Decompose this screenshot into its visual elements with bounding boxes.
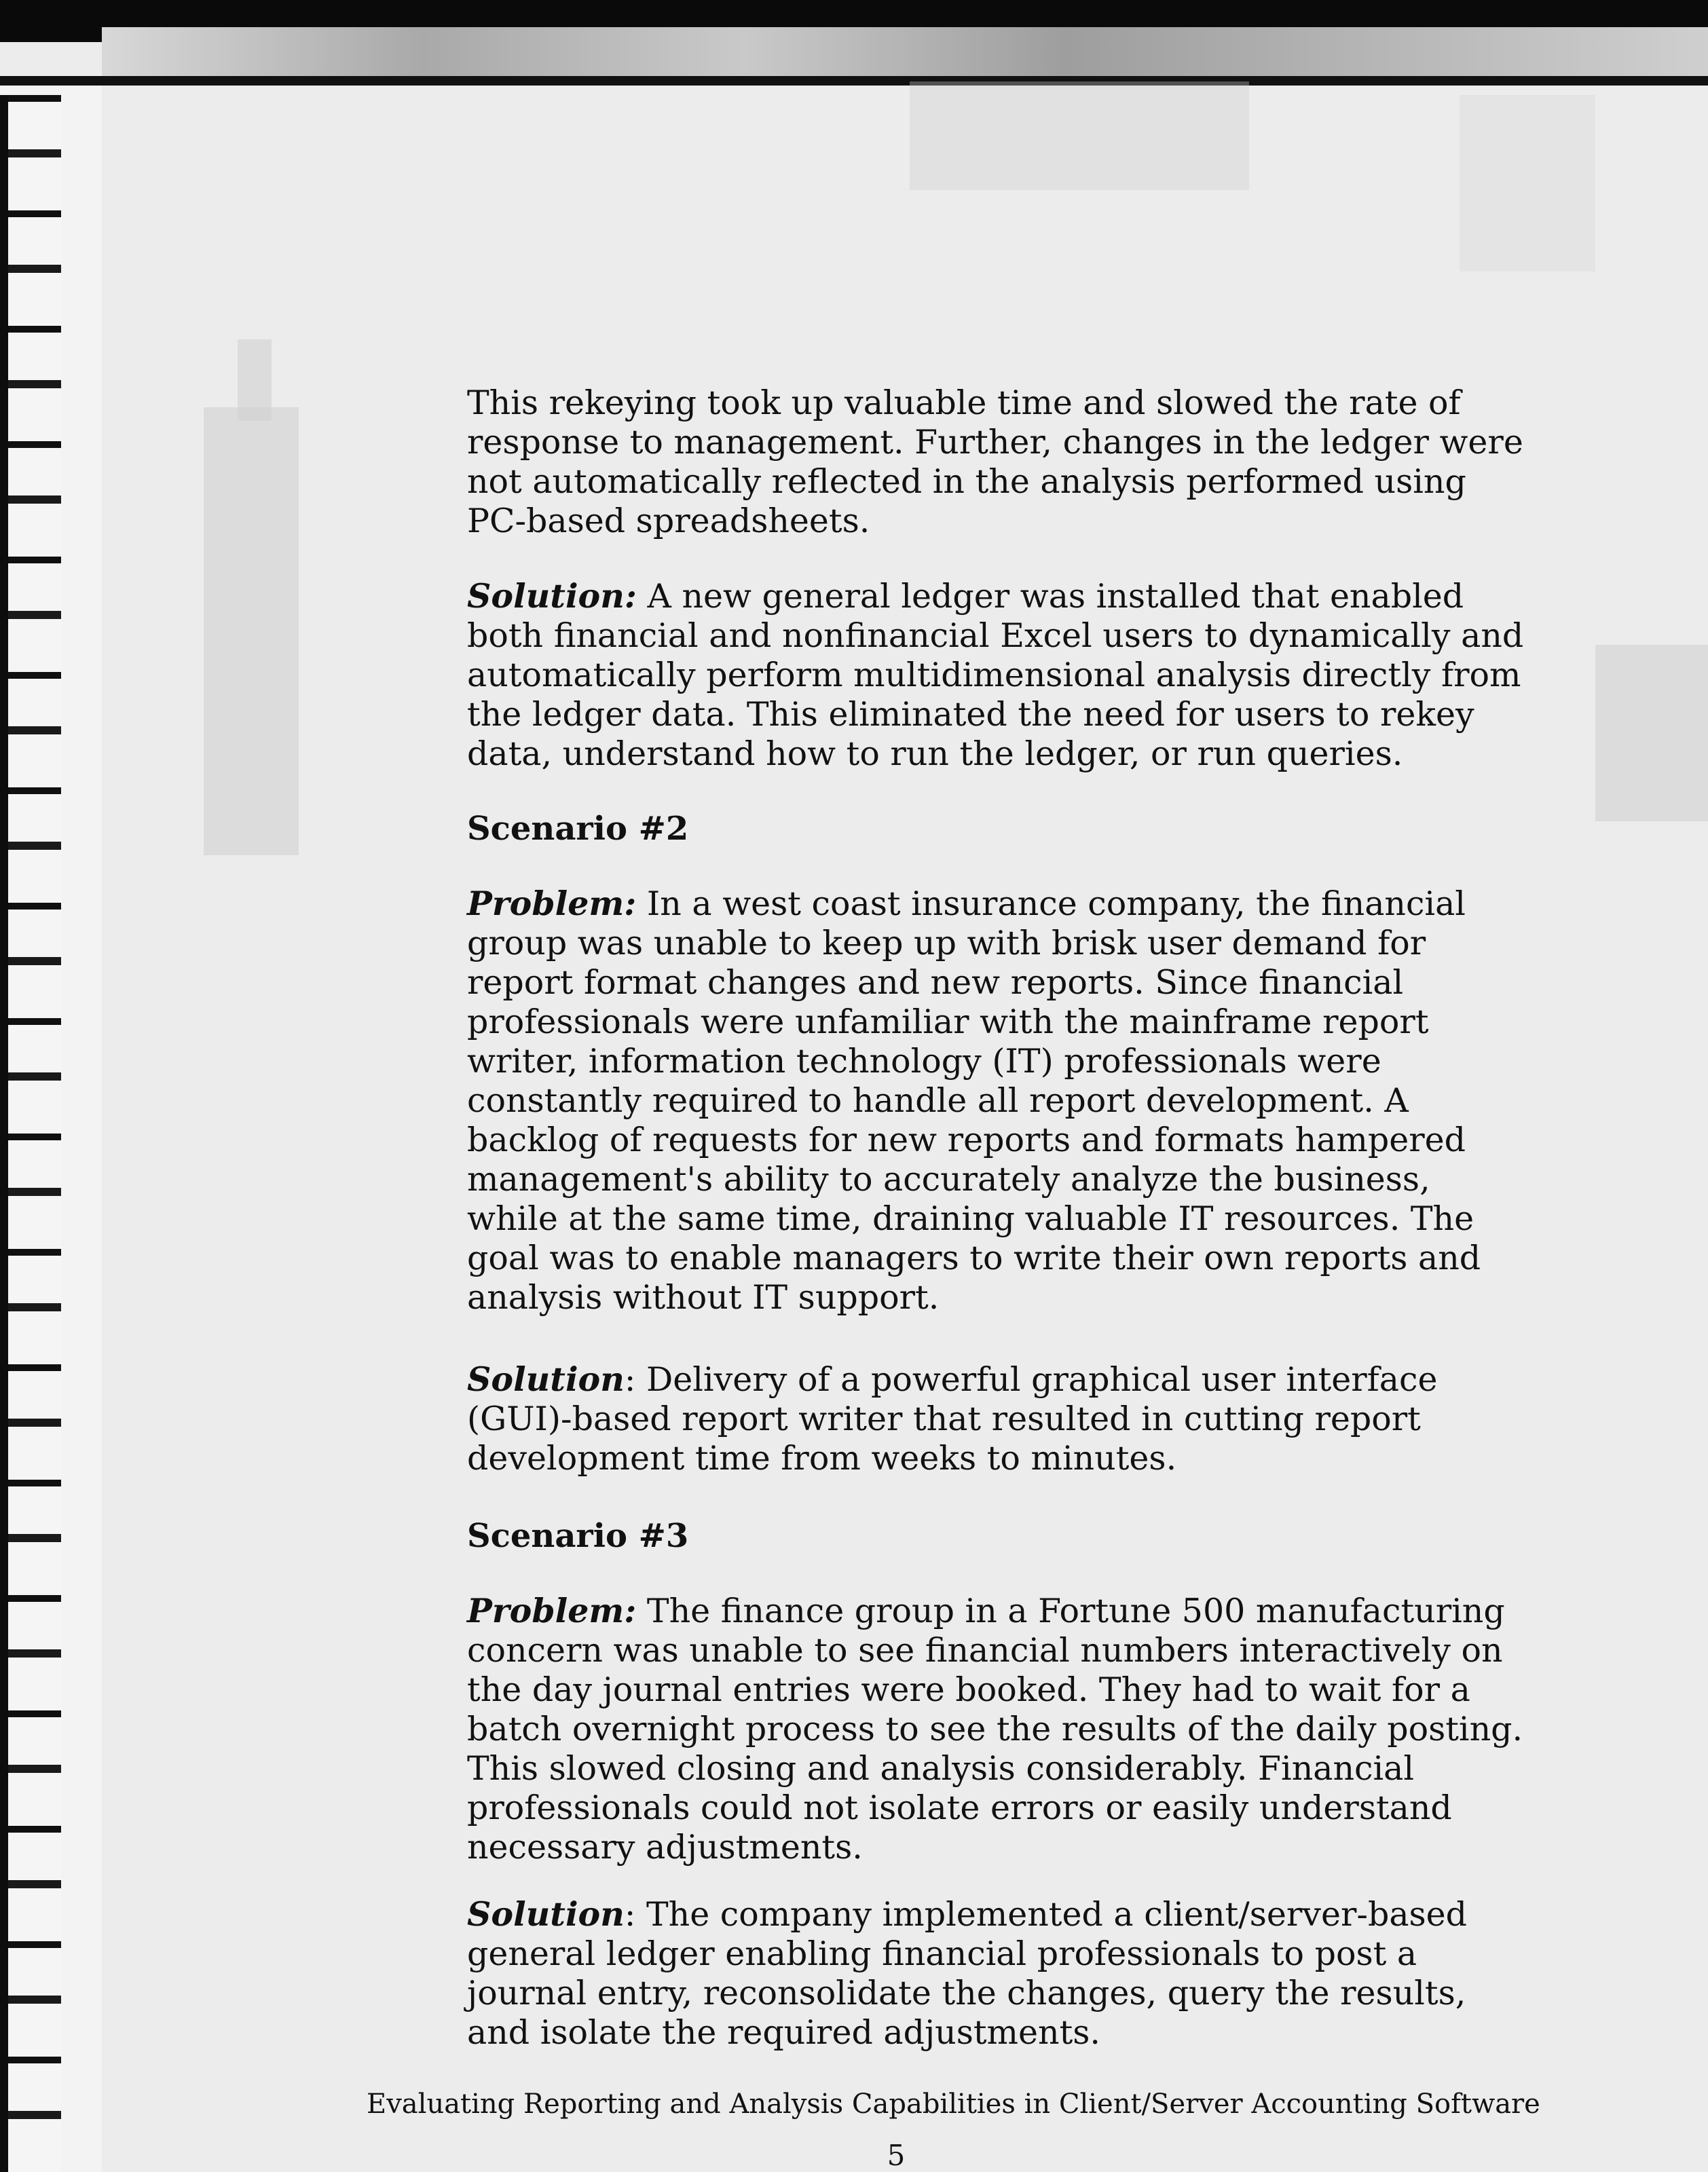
bleed-through-block bbox=[910, 81, 1249, 190]
scenario-2-problem bbox=[467, 884, 1526, 1317]
scan-gradient-band bbox=[102, 27, 1708, 76]
scenario-3-solution bbox=[467, 1894, 1526, 2053]
scan-rule-line bbox=[0, 76, 1708, 86]
solution-label: Solution: bbox=[467, 576, 637, 616]
solution-label: Solution bbox=[467, 1894, 625, 1934]
intro-paragraph: This rekeying took up valuable time and slowed the rate of response to management. Further, changes in the ledger were not automatically reflected in the analysis performed using PC-based spreadsheets. bbox=[467, 383, 1523, 540]
solution-text: : Delivery of a powerful graphical user interface (GUI)-based report writer that resulted in cutting report development time from weeks to minutes. bbox=[467, 1360, 1438, 1478]
page-number: 5 bbox=[887, 2139, 906, 2172]
scenario-3-heading: Scenario #3 bbox=[467, 1517, 689, 1555]
scenario-1-solution bbox=[467, 576, 1526, 774]
binding-spine bbox=[0, 95, 8, 2172]
page-body bbox=[467, 383, 1526, 2053]
spiral-binding bbox=[0, 95, 61, 2172]
scenario-2-heading: Scenario #2 bbox=[467, 810, 689, 848]
problem-label: Problem: bbox=[467, 884, 637, 923]
problem-label: Problem: bbox=[467, 1591, 637, 1630]
bleed-through-block bbox=[1460, 95, 1595, 272]
solution-text: : The company implemented a client/server-based general ledger enabling financial professionals to post a journal entry, reconsolidate the changes, query the results, and isolate the required adjustments. bbox=[467, 1895, 1468, 2052]
page-footer-title: Evaluating Reporting and Analysis Capabilities in Client/Server Accounting Software bbox=[367, 2089, 1540, 2120]
bleed-through-block bbox=[238, 339, 272, 421]
problem-text: The finance group in a Fortune 500 manufacturing concern was unable to see financial numbers interactively on the day journal entries were booked. They had to wait for a batch overnight process to see the results of the daily posting. This slowed closing and analysis considerably. Financial professionals could not isolate errors or easily understand necessary adjustments. bbox=[467, 1592, 1523, 1867]
scenario-3-problem bbox=[467, 1591, 1526, 1867]
bleed-through-block bbox=[1595, 645, 1708, 821]
solution-label: Solution bbox=[467, 1360, 625, 1399]
solution-text: A new general ledger was installed that enabled both financial and nonfinancial Excel users to dynamically and automatically perform multidimensional analysis directly from the ledger data. This eliminated the need for users to rekey data, understand how to run the ledger, or run queries. bbox=[467, 577, 1524, 773]
bleed-through-block bbox=[204, 407, 299, 855]
problem-text: In a west coast insurance company, the financial group was unable to keep up with brisk user demand for report format changes and new reports. Since financial professionals were unfamiliar with the mainframe report writer, information technology (IT) professionals were constantly required to handle all report development. A backlog of requests for new reports and formats hampered management's ability to accurately analyze the business, while at the same time, draining valuable IT resources. The goal was to enable managers to write their own reports and analysis without IT support. bbox=[467, 884, 1481, 1317]
scenario-2-solution bbox=[467, 1360, 1526, 1478]
